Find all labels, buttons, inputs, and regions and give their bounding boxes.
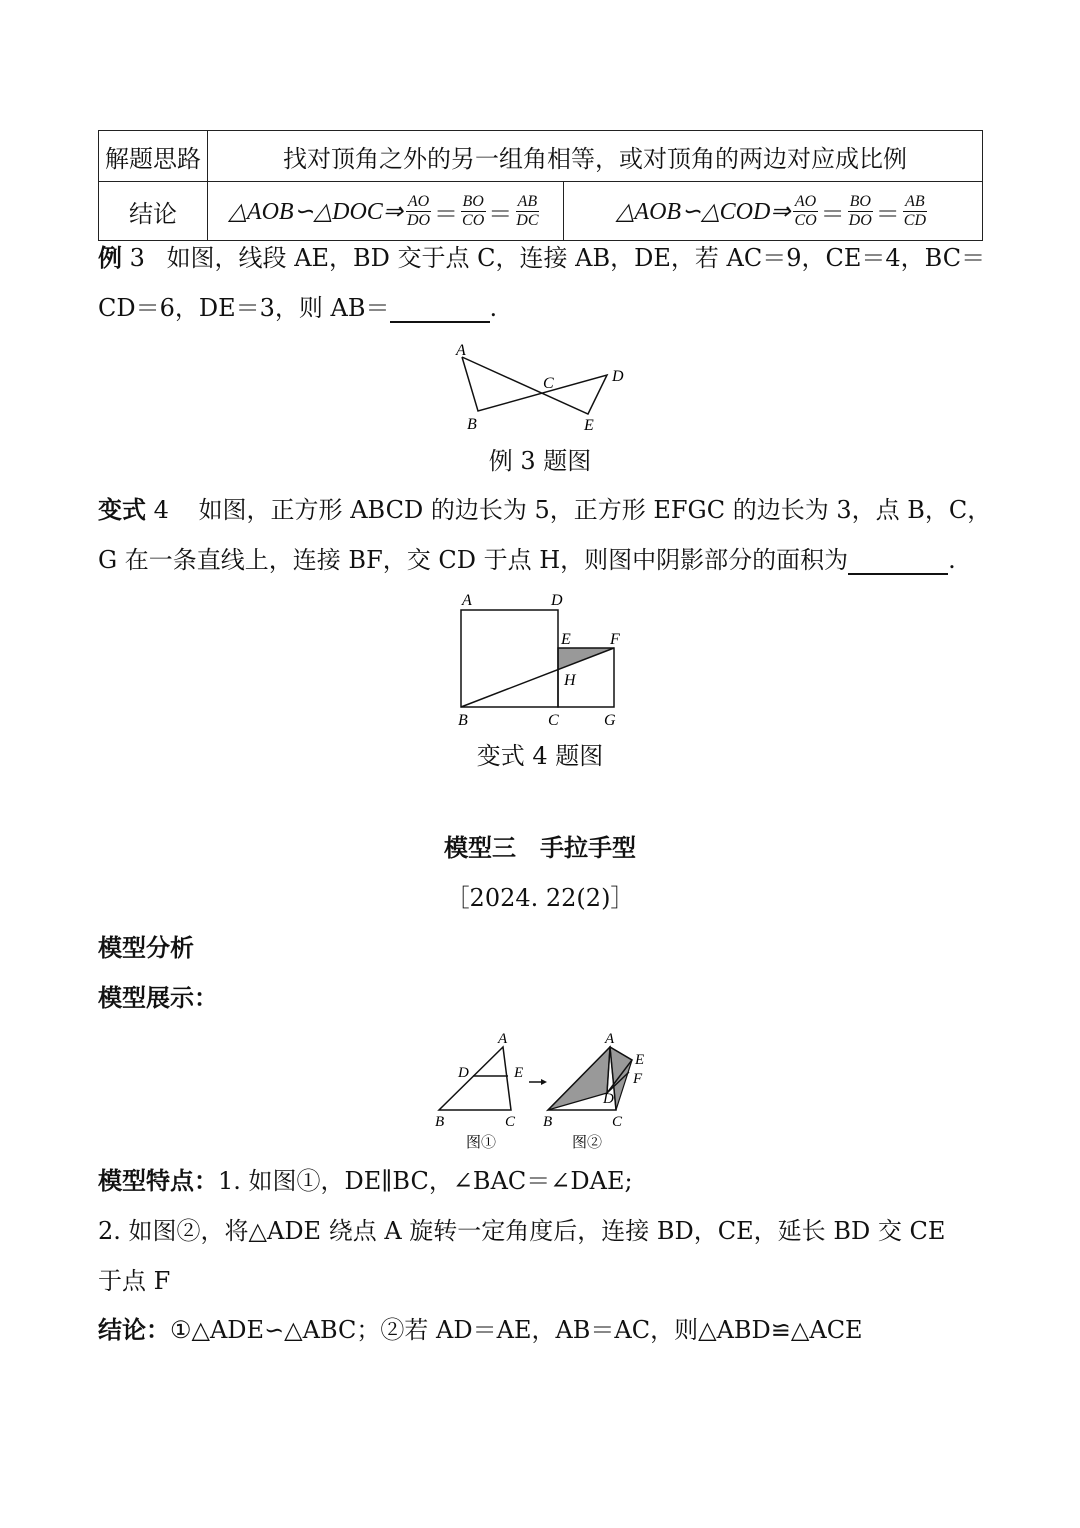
fraction: $\frac{AO}{CO}$ — [794, 192, 817, 229]
section-title: 模型三 手拉手型 — [444, 834, 636, 862]
point-label: C — [505, 1114, 516, 1130]
model-features — [98, 1166, 633, 1196]
point-label: D — [458, 1065, 469, 1081]
example3-number: 3 — [129, 244, 145, 272]
conclusion-right-lhs: △AOB∽△COD⇒ — [615, 198, 791, 225]
conclusion-right: △AOB∽△COD⇒ $\frac{AO}{CO}$ ＝ $\frac{BO}{DO}$ ＝ $\frac{AB}{CD}$ — [615, 192, 927, 229]
example3-line1 — [98, 243, 985, 273]
example3-label: 例 — [98, 243, 122, 272]
bowtie-lines — [462, 357, 607, 414]
features-label: 模型特点： — [98, 1167, 218, 1195]
point-label: B — [467, 416, 477, 433]
point-label: H — [564, 672, 576, 689]
point-label: A — [462, 592, 472, 609]
point-label: D — [603, 1091, 614, 1107]
model-analysis-heading: 模型分析 — [98, 934, 194, 962]
variant4-text2: G 在一条直线上，连接 BF，交 CD 于点 H，则图中阴影部分的面积为 — [98, 546, 849, 574]
variant4-caption: 变式 4 题图 — [476, 742, 604, 770]
example3-caption: 例 3 题图 — [488, 447, 592, 475]
point-label: D — [612, 368, 624, 385]
fig1-caption: 图① — [466, 1135, 497, 1151]
conclusion-text: ①△ADE∽△ABC；②若 AD＝AE，AB＝AC，则△ABD≌△ACE — [170, 1316, 863, 1344]
arrow-head-icon — [541, 1079, 547, 1085]
example3-line2: CD＝6，DE＝3，则 AB＝ . — [98, 294, 498, 322]
square-abcd — [461, 610, 558, 707]
point-label: B — [435, 1114, 445, 1130]
model-table — [98, 130, 983, 241]
point-label: E — [514, 1065, 524, 1081]
model-conclusion — [98, 1315, 863, 1345]
fraction: $\frac{AB}{DC}$ — [516, 192, 539, 229]
conclusion-label: 结论： — [98, 1316, 170, 1344]
point-label: D — [551, 592, 563, 609]
variant4-number: 4 — [153, 496, 169, 524]
conclusion-left-lhs: △AOB∽△DOC⇒ — [228, 198, 403, 225]
feature-2-line2: 于点 F — [98, 1267, 171, 1295]
triangle-abc — [439, 1047, 511, 1110]
segment-bf — [461, 648, 614, 707]
point-label: B — [543, 1114, 553, 1130]
variant4-label: 变式 — [98, 495, 146, 524]
point-label: E — [584, 417, 594, 434]
point-label: C — [612, 1114, 623, 1130]
point-label: G — [604, 712, 616, 729]
fraction: $\frac{AO}{DO}$ — [406, 192, 431, 229]
point-label: A — [456, 342, 466, 359]
example3-text2: CD＝6，DE＝3，则 AB＝ — [98, 294, 390, 322]
row1-content: 找对顶角之外的另一组角相等，或对顶角的两边对应成比例 — [283, 144, 907, 173]
answer-blank[interactable] — [390, 297, 490, 323]
row2-label: 结论 — [129, 199, 177, 228]
point-label: C — [548, 712, 559, 729]
point-label: F — [610, 631, 620, 648]
model-display-heading: 模型展示： — [98, 984, 218, 1012]
point-label: A — [605, 1031, 615, 1047]
answer-blank[interactable] — [848, 549, 948, 575]
point-label: E — [635, 1052, 645, 1068]
variant4-line2: G 在一条直线上，连接 BF，交 CD 于点 H，则图中阴影部分的面积为 . — [98, 546, 956, 574]
row1-label: 解题思路 — [105, 144, 201, 173]
variant4-figure — [448, 588, 638, 730]
fraction: $\frac{AB}{CD}$ — [903, 192, 927, 229]
conclusion-left: △AOB∽△DOC⇒ $\frac{AO}{DO}$ ＝ $\frac{BO}{CO}$ ＝ $\frac{AB}{DC}$ — [228, 192, 539, 229]
example3-figure — [440, 335, 640, 440]
model-figures — [425, 1025, 665, 1155]
section-reference: ［2024. 22(2)］ — [445, 884, 635, 912]
fraction: $\frac{BO}{CO}$ — [462, 192, 485, 229]
feature-2-line1: 2. 如图②，将△ADE 绕点 A 旋转一定角度后，连接 BD，CE，延长 BD 交 CE — [98, 1217, 946, 1245]
point-label: E — [561, 631, 571, 648]
feature-1: 1. 如图①，DE∥BC，∠BAC＝∠DAE; — [218, 1167, 633, 1195]
example3-text1: 如图，线段 AE，BD 交于点 C，连接 AB，DE，若 AC＝9，CE＝4，BC＝ — [166, 244, 986, 272]
point-label: B — [458, 712, 468, 729]
variant4-line1 — [98, 495, 991, 525]
point-label: F — [633, 1071, 643, 1087]
fig2-caption: 图② — [572, 1135, 603, 1151]
fraction: $\frac{BO}{DO}$ — [848, 192, 872, 229]
point-label: A — [498, 1031, 508, 1047]
point-label: C — [543, 375, 554, 392]
variant4-text1: 如图，正方形 ABCD 的边长为 5，正方形 EFGC 的边长为 3，点 B，C， — [198, 496, 992, 524]
